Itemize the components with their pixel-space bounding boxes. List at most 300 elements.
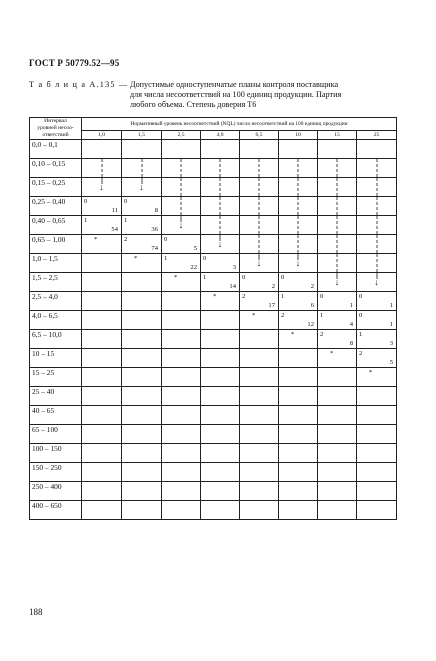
plan-cell	[82, 330, 122, 349]
plan-cell	[240, 444, 279, 463]
plan-cell	[240, 463, 279, 482]
plan-cell	[122, 444, 162, 463]
table-row	[30, 330, 397, 349]
plan-cell	[279, 406, 318, 425]
down-arrow-icon: ↓	[139, 182, 144, 192]
table-row	[30, 444, 397, 463]
plan-cell	[122, 463, 162, 482]
dashed-line	[337, 159, 338, 177]
nql-column-header: 15	[318, 130, 357, 139]
plan-cell	[122, 406, 162, 425]
plan-cell	[162, 501, 201, 520]
dashed-line	[101, 159, 102, 177]
plan-cell	[240, 292, 279, 311]
acceptance-number: 0	[242, 274, 246, 281]
plan-marker: *	[213, 293, 217, 300]
table-row	[30, 425, 397, 444]
plan-cell	[279, 216, 318, 235]
acceptance-number: 0	[203, 255, 207, 262]
plan-cell	[240, 254, 279, 273]
plan-cell	[240, 216, 279, 235]
sample-size: 3	[389, 340, 394, 347]
plan-cell	[162, 349, 201, 368]
plan-cell	[82, 501, 122, 520]
plan-cell	[279, 330, 318, 349]
plan-cell	[122, 292, 162, 311]
interval-label: 15 – 25	[30, 368, 82, 387]
plan-cell	[122, 178, 162, 197]
acceptance-number: 1	[164, 255, 168, 262]
plan-cell	[318, 178, 357, 197]
plan-cell	[357, 216, 397, 235]
acceptance-number: 2	[359, 350, 363, 357]
plan-cell	[82, 406, 122, 425]
plan-cell	[318, 368, 357, 387]
table-row	[30, 273, 397, 292]
table-row	[30, 501, 397, 520]
interval-label: 1,5 – 2,5	[30, 273, 82, 292]
plan-marker: *	[94, 236, 98, 243]
dashed-line	[220, 197, 221, 215]
interval-header	[30, 118, 82, 140]
interval-label: 400 – 650	[30, 501, 82, 520]
table-caption	[130, 80, 396, 111]
plan-cell	[122, 235, 162, 254]
interval-label: 0,40 – 0,65	[30, 216, 82, 235]
caption-line: любого объема. Степень доверия Т6	[130, 100, 257, 110]
table-row	[30, 216, 397, 235]
plan-cell	[201, 425, 240, 444]
dashed-line	[259, 235, 260, 253]
down-arrow-icon: ↓	[99, 182, 104, 192]
sample-size: 54	[111, 226, 118, 233]
nql-column-header: 1,5	[122, 130, 162, 139]
plan-cell	[162, 425, 201, 444]
plan-cell	[82, 368, 122, 387]
nql-column-header: 2,5	[162, 130, 201, 139]
plan-cell	[201, 330, 240, 349]
plan-cell	[201, 463, 240, 482]
sample-size: 5	[389, 359, 394, 366]
sample-size: 1	[389, 302, 394, 309]
dashed-line	[298, 159, 299, 177]
plan-cell	[201, 311, 240, 330]
plan-cell	[162, 178, 201, 197]
plan-cell	[122, 501, 162, 520]
interval-label: 40 – 65	[30, 406, 82, 425]
plan-cell	[279, 159, 318, 178]
plan-cell	[240, 311, 279, 330]
interval-label: 250 – 400	[30, 482, 82, 501]
plan-cell	[201, 368, 240, 387]
plan-cell	[82, 387, 122, 406]
interval-header-line: Интервал	[44, 118, 67, 124]
plan-cell	[240, 406, 279, 425]
plan-cell	[357, 387, 397, 406]
plan-cell	[201, 482, 240, 501]
acceptance-number: 0	[84, 198, 88, 205]
acceptance-number: 0	[281, 274, 285, 281]
interval-label: 100 – 150	[30, 444, 82, 463]
plan-cell	[318, 235, 357, 254]
plan-cell	[279, 197, 318, 216]
plan-cell	[318, 311, 357, 330]
plan-cell	[357, 311, 397, 330]
table-row	[30, 311, 397, 330]
plan-cell	[82, 425, 122, 444]
plan-marker: *	[369, 369, 373, 376]
plan-cell	[318, 406, 357, 425]
plan-cell	[162, 273, 201, 292]
plan-cell	[122, 140, 162, 159]
table-row	[30, 406, 397, 425]
sample-size: 36	[151, 226, 158, 233]
plan-cell	[357, 254, 397, 273]
acceptance-number: 2	[124, 236, 128, 243]
nql-column-header: 4,0	[201, 130, 240, 139]
plan-cell	[162, 406, 201, 425]
plan-cell	[279, 368, 318, 387]
sample-size: 22	[190, 264, 197, 271]
plan-cell	[240, 425, 279, 444]
dashed-line	[220, 159, 221, 177]
plan-cell	[279, 349, 318, 368]
dashed-line	[181, 159, 182, 177]
plan-cell	[82, 482, 122, 501]
table-row	[30, 197, 397, 216]
plan-cell	[201, 159, 240, 178]
dashed-line	[259, 216, 260, 234]
plan-cell	[318, 197, 357, 216]
plan-cell	[82, 178, 122, 197]
acceptance-number: 0	[320, 293, 324, 300]
plan-cell	[122, 482, 162, 501]
plan-cell	[122, 425, 162, 444]
plan-cell	[279, 254, 318, 273]
caption-line: для числа несоответствий на 100 единиц продукции. Партия	[130, 90, 342, 100]
plan-cell	[162, 159, 201, 178]
plan-cell	[279, 387, 318, 406]
sample-size: 14	[229, 283, 236, 290]
table-row	[30, 463, 397, 482]
plan-cell	[201, 216, 240, 235]
interval-label: 6,5 – 10,0	[30, 330, 82, 349]
caption-line: Допустимые одноступенчатые планы контроля поставщика	[130, 80, 339, 89]
plan-cell	[162, 444, 201, 463]
nql-header: Нормативный уровень несоответствий (NQL) число несоответствий на 100 единиц продукции	[82, 118, 397, 131]
interval-label: 0,15 – 0,25	[30, 178, 82, 197]
plan-cell	[318, 273, 357, 292]
plan-cell	[122, 254, 162, 273]
plan-cell	[357, 292, 397, 311]
interval-header-line: уровней несоо-	[37, 125, 74, 131]
acceptance-number: 0	[164, 236, 168, 243]
plan-cell	[122, 368, 162, 387]
plan-cell	[318, 330, 357, 349]
plan-cell	[240, 159, 279, 178]
plan-cell	[357, 273, 397, 292]
plan-cell	[318, 159, 357, 178]
plan-marker: *	[330, 350, 334, 357]
plan-cell	[357, 482, 397, 501]
dashed-line	[337, 235, 338, 253]
plan-cell	[122, 273, 162, 292]
plan-cell	[318, 387, 357, 406]
plan-cell	[357, 178, 397, 197]
dashed-line	[337, 216, 338, 234]
plan-cell	[122, 349, 162, 368]
dashed-line	[376, 254, 377, 272]
plan-cell	[82, 140, 122, 159]
plan-cell	[318, 292, 357, 311]
table-row	[30, 368, 397, 387]
plan-cell	[201, 292, 240, 311]
plan-cell	[240, 235, 279, 254]
plan-cell	[162, 463, 201, 482]
dashed-line	[181, 178, 182, 196]
plan-cell	[318, 216, 357, 235]
plan-cell	[279, 444, 318, 463]
plan-cell	[357, 349, 397, 368]
plan-cell	[162, 368, 201, 387]
nql-column-header: 10	[279, 130, 318, 139]
acceptance-number: 0	[359, 293, 363, 300]
nql-column-header: 25	[357, 130, 397, 139]
plan-cell	[201, 178, 240, 197]
down-arrow-icon: ↓	[178, 220, 184, 230]
dashed-line	[376, 216, 377, 234]
plan-cell	[201, 235, 240, 254]
dashed-line	[337, 197, 338, 215]
plan-cell	[122, 159, 162, 178]
sample-size: 17	[268, 302, 275, 309]
table-row	[30, 159, 397, 178]
dashed-line	[259, 159, 260, 177]
down-arrow-icon: ↓	[334, 277, 340, 287]
plan-cell	[357, 235, 397, 254]
acceptance-number: 1	[281, 293, 285, 300]
interval-label: 1,0 – 1,5	[30, 254, 82, 273]
table-row	[30, 482, 397, 501]
plan-cell	[82, 292, 122, 311]
acceptance-number: 1	[124, 217, 128, 224]
plan-cell	[357, 425, 397, 444]
plan-cell	[201, 444, 240, 463]
table-row	[30, 387, 397, 406]
plan-cell	[357, 330, 397, 349]
plan-cell	[279, 140, 318, 159]
acceptance-number: 0	[359, 312, 363, 319]
plan-cell	[162, 235, 201, 254]
dashed-line	[337, 178, 338, 196]
sample-size: 11	[111, 207, 118, 214]
table-row	[30, 349, 397, 368]
plan-cell	[82, 159, 122, 178]
plan-cell	[162, 197, 201, 216]
plan-cell	[318, 444, 357, 463]
sample-size: 3	[232, 264, 236, 271]
table-caption-label: Т а б л и ц а А.135 —	[29, 80, 129, 89]
plan-cell	[240, 330, 279, 349]
plan-cell	[82, 235, 122, 254]
plan-cell	[162, 292, 201, 311]
plan-cell	[82, 463, 122, 482]
nql-column-header: 6,5	[240, 130, 279, 139]
dashed-line	[141, 159, 142, 177]
plan-cell	[279, 501, 318, 520]
dashed-line	[259, 178, 260, 196]
interval-label: 0,25 – 0,40	[30, 197, 82, 216]
plan-cell	[162, 216, 201, 235]
plan-cell	[357, 463, 397, 482]
plan-cell	[240, 178, 279, 197]
plan-cell	[82, 254, 122, 273]
plan-cell	[201, 140, 240, 159]
plan-cell	[240, 387, 279, 406]
acceptance-number: 1	[359, 331, 363, 338]
plan-cell	[279, 482, 318, 501]
plan-cell	[162, 311, 201, 330]
dashed-line	[376, 178, 377, 196]
plan-cell	[279, 273, 318, 292]
dashed-line	[181, 197, 182, 215]
table-row	[30, 292, 397, 311]
plan-cell	[82, 273, 122, 292]
plan-cell	[279, 292, 318, 311]
plan-cell	[240, 140, 279, 159]
interval-label: 10 – 15	[30, 349, 82, 368]
sample-size: 1	[349, 302, 353, 309]
interval-label: 4,0 – 6,5	[30, 311, 82, 330]
plan-cell	[279, 311, 318, 330]
plan-cell	[82, 216, 122, 235]
acceptance-number: 1	[203, 274, 207, 281]
interval-label: 65 – 100	[30, 425, 82, 444]
plan-cell	[122, 387, 162, 406]
plan-cell	[240, 349, 279, 368]
dashed-line	[337, 254, 338, 272]
table-row	[30, 235, 397, 254]
sampling-plans-table	[29, 117, 397, 520]
interval-label: 0,65 – 1,00	[30, 235, 82, 254]
sample-size: 2	[271, 283, 275, 290]
plan-cell	[162, 482, 201, 501]
sample-size: 6	[310, 302, 314, 309]
plan-cell	[162, 330, 201, 349]
plan-marker: *	[174, 274, 178, 281]
plan-cell	[240, 482, 279, 501]
acceptance-number: 2	[242, 293, 246, 300]
plan-cell	[240, 501, 279, 520]
plan-cell	[357, 159, 397, 178]
dashed-line	[298, 235, 299, 253]
interval-header-line: ответствий	[42, 132, 69, 138]
plan-cell	[201, 406, 240, 425]
sample-size: 2	[310, 283, 314, 290]
plan-cell	[318, 482, 357, 501]
dashed-line	[220, 216, 221, 234]
plan-cell	[201, 197, 240, 216]
plan-cell	[240, 197, 279, 216]
table-row	[30, 254, 397, 273]
sample-size: 5	[193, 245, 197, 252]
acceptance-number: 0	[124, 198, 128, 205]
sample-size: 12	[307, 321, 314, 328]
plan-marker: *	[291, 331, 295, 338]
plan-cell	[201, 349, 240, 368]
plan-cell	[201, 254, 240, 273]
plan-cell	[357, 406, 397, 425]
down-arrow-icon: ↓	[374, 277, 379, 287]
plan-cell	[318, 501, 357, 520]
plan-cell	[357, 501, 397, 520]
sample-size: 8	[349, 340, 353, 347]
plan-cell	[279, 235, 318, 254]
nql-column-header: 1,0	[82, 130, 122, 139]
acceptance-number: 1	[84, 217, 88, 224]
plan-cell	[201, 501, 240, 520]
interval-label: 150 – 250	[30, 463, 82, 482]
interval-label: 25 – 40	[30, 387, 82, 406]
acceptance-number: 2	[281, 312, 285, 319]
plan-cell	[240, 273, 279, 292]
table-row	[30, 178, 397, 197]
plan-cell	[122, 197, 162, 216]
dashed-line	[298, 216, 299, 234]
sample-size: 74	[151, 245, 158, 252]
plan-cell	[357, 368, 397, 387]
plan-cell	[201, 273, 240, 292]
down-arrow-icon: ↓	[256, 258, 262, 268]
plan-cell	[82, 311, 122, 330]
sample-size: 4	[349, 321, 353, 328]
acceptance-number: 1	[320, 312, 324, 319]
plan-cell	[318, 425, 357, 444]
plan-cell	[82, 444, 122, 463]
plan-cell	[82, 349, 122, 368]
down-arrow-icon: ↓	[295, 258, 301, 268]
sample-size: 1	[389, 321, 394, 328]
plan-cell	[279, 463, 318, 482]
plan-cell	[279, 178, 318, 197]
acceptance-number: 2	[320, 331, 324, 338]
interval-label: 2,5 – 4,0	[30, 292, 82, 311]
dashed-line	[298, 197, 299, 215]
plan-cell	[318, 463, 357, 482]
table-row	[30, 140, 397, 159]
sample-size: 8	[154, 207, 158, 214]
dashed-line	[376, 235, 377, 253]
page-number: 188	[29, 607, 43, 617]
dashed-line	[220, 178, 221, 196]
plan-cell	[357, 444, 397, 463]
plan-cell	[318, 254, 357, 273]
plan-cell	[318, 349, 357, 368]
plan-cell	[357, 197, 397, 216]
plan-cell	[162, 387, 201, 406]
plan-cell	[162, 140, 201, 159]
plan-cell	[201, 387, 240, 406]
plan-cell	[82, 197, 122, 216]
plan-cell	[162, 254, 201, 273]
interval-label: 0,0 – 0,1	[30, 140, 82, 159]
dashed-line	[259, 197, 260, 215]
plan-cell	[318, 140, 357, 159]
down-arrow-icon: ↓	[217, 239, 223, 249]
plan-cell	[122, 216, 162, 235]
document-header: ГОСТ Р 50779.52—95	[29, 58, 120, 68]
dashed-line	[298, 178, 299, 196]
